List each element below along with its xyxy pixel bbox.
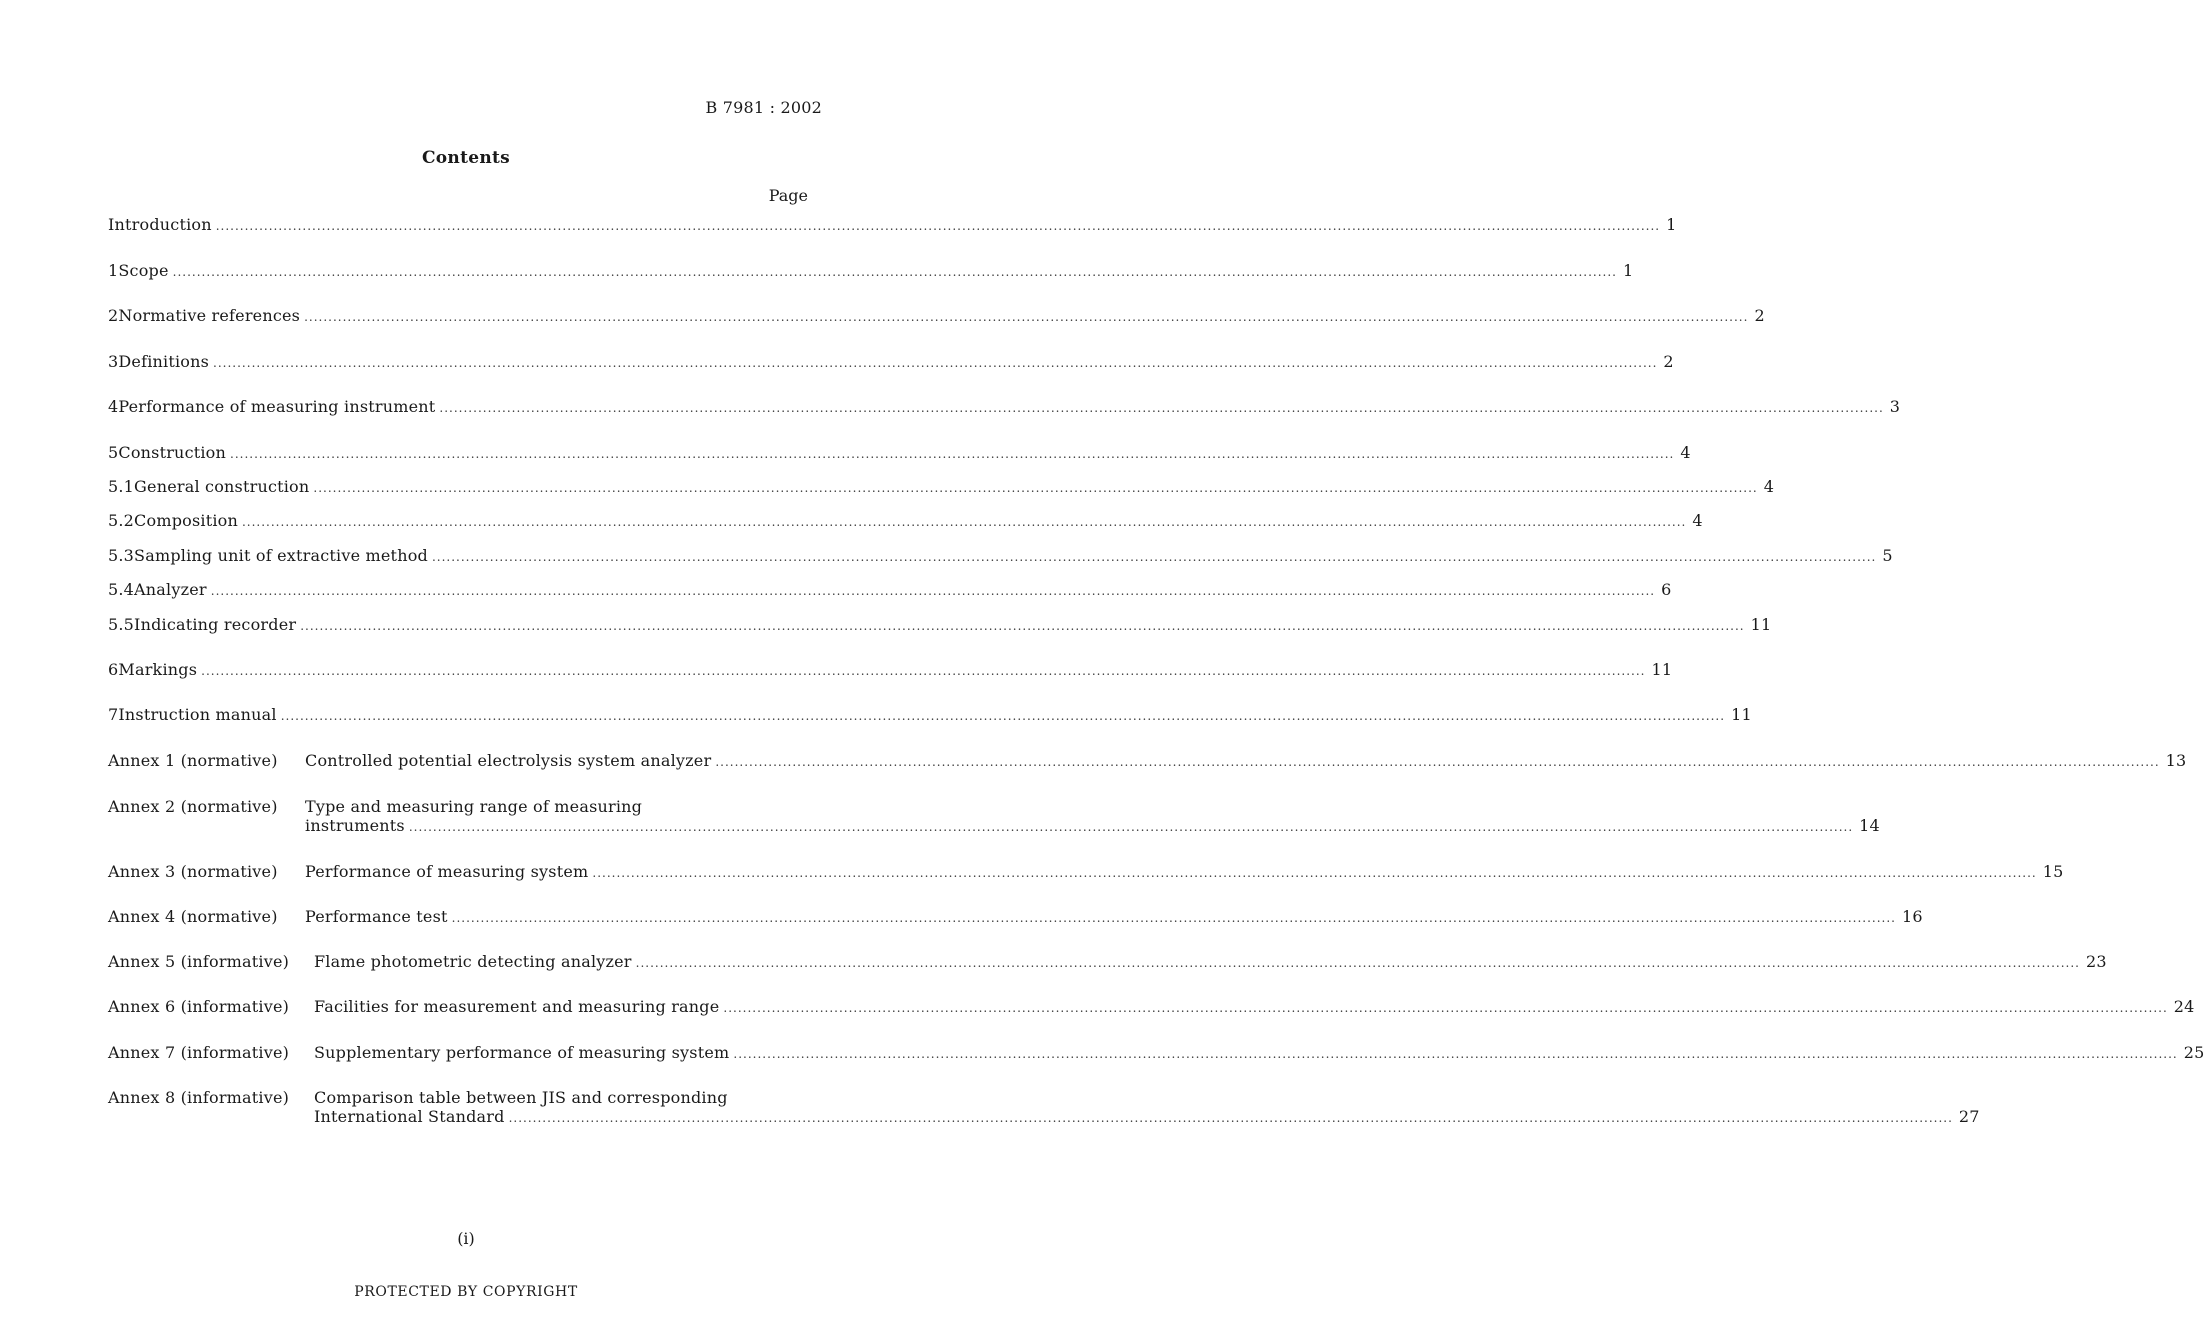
leader-dots: ............................................................................................................................................................................................................................................................................................................ bbox=[201, 664, 1646, 678]
toc-entry[interactable] bbox=[108, 580, 1672, 600]
toc-entry-number: 4 bbox=[108, 397, 119, 416]
leader-dots: ............................................................................................................................................................................................................................................................................................................ bbox=[431, 550, 1877, 564]
toc-entry-number: 2 bbox=[108, 306, 119, 325]
toc-entry[interactable] bbox=[108, 660, 1673, 680]
toc-entry[interactable] bbox=[108, 511, 1703, 531]
leader-dots: ............................................................................................................................................................................................................................................................................................................ bbox=[723, 1001, 2168, 1015]
toc-entry-number: 1 bbox=[108, 261, 119, 280]
leader-dots: ............................................................................................................................................................................................................................................................................................................ bbox=[210, 584, 1656, 598]
leader-dots: ............................................................................................................................................................................................................................................................................................................ bbox=[439, 401, 1884, 415]
leader-dots: ............................................................................................................................................................................................................................................................................................................ bbox=[213, 356, 1658, 370]
toc-entry-page: 11 bbox=[1750, 615, 1772, 634]
leader-dots: ............................................................................................................................................................................................................................................................................................................ bbox=[230, 447, 1675, 461]
annex-id: Annex 4 (normative) bbox=[108, 907, 278, 926]
annex-page: 27 bbox=[1958, 1107, 1980, 1126]
toc-entry-label: General construction bbox=[134, 477, 310, 496]
leader-dots: ............................................................................................................................................................................................................................................................................................................ bbox=[280, 709, 1726, 723]
annex-page: 15 bbox=[2042, 862, 2064, 881]
toc-entry-page: 11 bbox=[1731, 705, 1752, 724]
toc-entry-label: Instruction manual bbox=[118, 705, 277, 724]
leader-dots: ............................................................................................................................................................................................................................................................................................................ bbox=[300, 619, 1745, 633]
toc-entry-label: Markings bbox=[118, 660, 198, 679]
annex-title: Performance test bbox=[305, 907, 448, 926]
annex-page: 25 bbox=[2183, 1043, 2205, 1062]
leader-dots: ............................................................................................................................................................................................................................................................................................................ bbox=[715, 755, 2160, 769]
toc-entry-page: 1 bbox=[1623, 261, 1634, 280]
toc-entry-label: Introduction bbox=[108, 215, 212, 234]
annex-entry[interactable] bbox=[314, 997, 2195, 1017]
toc-entry-label: Indicating recorder bbox=[134, 615, 297, 634]
footer-page-number: (i) bbox=[457, 1229, 475, 1248]
toc-entry[interactable] bbox=[108, 306, 1765, 326]
toc-entry[interactable] bbox=[108, 397, 1901, 417]
annex-title-line1: Type and measuring range of measuring bbox=[305, 797, 643, 816]
annex-title: Facilities for measurement and measuring range bbox=[314, 997, 720, 1016]
toc-entry-page: 4 bbox=[1763, 477, 1775, 496]
toc-entry-number: 5.3 bbox=[108, 546, 135, 565]
annex-entry[interactable] bbox=[314, 952, 2107, 972]
annex-id: Annex 8 (informative) bbox=[108, 1088, 290, 1107]
annex-id: Annex 5 (informative) bbox=[108, 952, 290, 971]
leader-dots: ............................................................................................................................................................................................................................................................................................................ bbox=[304, 310, 1749, 324]
leader-dots: ............................................................................................................................................................................................................................................................................................................ bbox=[451, 911, 1896, 925]
standard-number: B 7981 : 2002 bbox=[705, 98, 822, 117]
annex-title: Performance of measuring system bbox=[305, 862, 589, 881]
toc-entry-number: 5.5 bbox=[108, 615, 135, 634]
annex-entry[interactable] bbox=[305, 862, 2064, 882]
leader-dots: ............................................................................................................................................................................................................................................................................................................ bbox=[172, 265, 1617, 279]
annex-page: 23 bbox=[2086, 952, 2107, 971]
toc-entry[interactable] bbox=[108, 443, 1691, 463]
annex-entry[interactable] bbox=[305, 907, 1923, 927]
toc-entry-label: Construction bbox=[118, 443, 227, 462]
toc-entry-number: 5.2 bbox=[108, 511, 135, 530]
toc-entry-label: Normative references bbox=[118, 306, 301, 325]
annex-page: 24 bbox=[2173, 997, 2195, 1016]
toc-entry-number: 7 bbox=[108, 705, 119, 724]
toc-entry-page: 4 bbox=[1692, 511, 1703, 530]
leader-dots: ............................................................................................................................................................................................................................................................................................................ bbox=[408, 820, 1854, 834]
toc-entry-label: Definitions bbox=[118, 352, 210, 371]
toc-entry-number: 3 bbox=[108, 352, 119, 371]
toc-entry[interactable] bbox=[108, 477, 1775, 497]
toc-entry-label: Analyzer bbox=[134, 580, 207, 599]
toc-entry[interactable] bbox=[108, 615, 1772, 635]
annex-page: 16 bbox=[1901, 907, 1923, 926]
toc-entry[interactable] bbox=[108, 546, 1893, 566]
annex-entry[interactable] bbox=[305, 816, 1880, 836]
toc-entry[interactable] bbox=[108, 352, 1674, 372]
annex-page: 14 bbox=[1859, 816, 1880, 835]
leader-dots: ............................................................................................................................................................................................................................................................................................................ bbox=[215, 219, 1661, 233]
toc-entry-page: 11 bbox=[1651, 660, 1673, 679]
leader-dots: ............................................................................................................................................................................................................................................................................................................ bbox=[508, 1111, 1953, 1125]
annex-entry[interactable] bbox=[314, 1043, 2205, 1063]
toc-entry-label: Sampling unit of extractive method bbox=[134, 546, 428, 565]
leader-dots: ............................................................................................................................................................................................................................................................................................................ bbox=[241, 515, 1687, 529]
toc-entry-number: 6 bbox=[108, 660, 119, 679]
annex-title: Controlled potential electrolysis system analyzer bbox=[305, 751, 712, 770]
annex-id: Annex 3 (normative) bbox=[108, 862, 278, 881]
toc-entry-page: 6 bbox=[1661, 580, 1672, 599]
page-title: Contents bbox=[421, 148, 511, 168]
toc-entry-page: 2 bbox=[1663, 352, 1674, 371]
leader-dots: ............................................................................................................................................................................................................................................................................................................ bbox=[313, 481, 1758, 495]
annex-title-line2: International Standard bbox=[314, 1107, 505, 1126]
leader-dots: ............................................................................................................................................................................................................................................................................................................ bbox=[733, 1047, 2178, 1061]
toc-entry-page: 4 bbox=[1680, 443, 1691, 462]
toc-entry-label: Scope bbox=[118, 261, 169, 280]
annex-id: Annex 1 (normative) bbox=[108, 751, 278, 770]
toc-entry[interactable] bbox=[108, 705, 1752, 725]
toc-entry-label: Performance of measuring instrument bbox=[118, 397, 436, 416]
toc-entry-page: 5 bbox=[1882, 546, 1893, 565]
copyright-notice: PROTECTED BY COPYRIGHT bbox=[354, 1284, 578, 1300]
toc-entry-number: 5.4 bbox=[108, 580, 135, 599]
annex-title: Supplementary performance of measuring system bbox=[314, 1043, 730, 1062]
leader-dots: ............................................................................................................................................................................................................................................................................................................ bbox=[592, 866, 2037, 880]
annex-title-line2: instruments bbox=[305, 816, 405, 835]
annex-page: 13 bbox=[2165, 751, 2187, 770]
toc-entry-page: 3 bbox=[1889, 397, 1901, 416]
toc-entry-label: Composition bbox=[134, 511, 238, 530]
annex-title: Flame photometric detecting analyzer bbox=[314, 952, 632, 971]
leader-dots: ............................................................................................................................................................................................................................................................................................................ bbox=[635, 956, 2080, 970]
annex-id: Annex 7 (informative) bbox=[108, 1043, 290, 1062]
toc-entry-number: 5 bbox=[108, 443, 119, 462]
page-column-label: Page bbox=[768, 186, 808, 205]
toc-entry[interactable] bbox=[108, 261, 1634, 281]
toc-entry-page: 2 bbox=[1754, 306, 1765, 325]
annex-id: Annex 6 (informative) bbox=[108, 997, 290, 1016]
annex-entry[interactable] bbox=[305, 751, 2187, 771]
toc-entry[interactable] bbox=[108, 215, 1677, 235]
annex-id: Annex 2 (normative) bbox=[108, 797, 278, 816]
annex-entry[interactable] bbox=[314, 1107, 1980, 1127]
toc-entry-number: 5.1 bbox=[108, 477, 135, 496]
annex-title-line1: Comparison table between JIS and corresponding bbox=[314, 1088, 728, 1107]
toc-entry-page: 1 bbox=[1666, 215, 1677, 234]
